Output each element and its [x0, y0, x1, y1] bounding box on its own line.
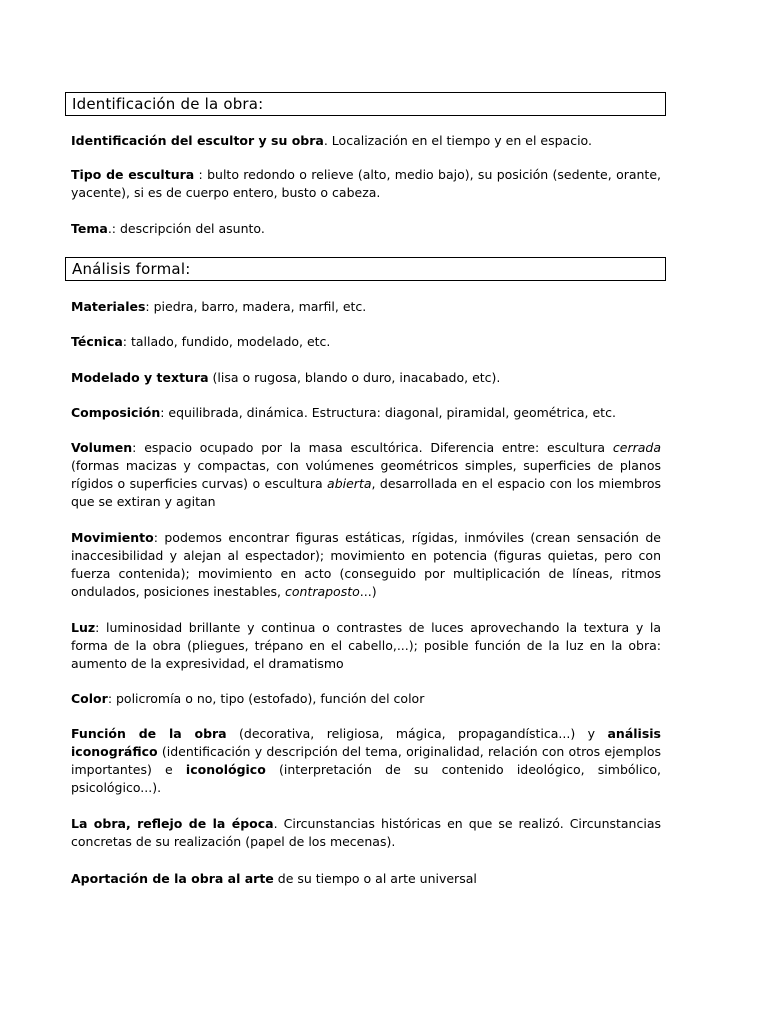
bold-label: Función de la obra [71, 726, 227, 741]
bold-label: Tipo de escultura [71, 167, 195, 182]
paragraph-composicion [71, 404, 661, 422]
bold-label: Aportación de la obra al arte [71, 871, 274, 886]
paragraph-tema [71, 220, 661, 238]
paragraph-text: (decorativa, religiosa, mágica, propagandística...) y [226, 726, 608, 741]
paragraph-text: : policromía o no, tipo (estofado), función del color [107, 691, 425, 706]
paragraph-color [71, 690, 661, 708]
bold-label: Tema [71, 221, 108, 236]
paragraph-volumen [71, 439, 661, 511]
paragraph-tecnica [71, 333, 661, 351]
paragraph-text: ...) [359, 584, 377, 599]
paragraph-funcion-obra [71, 725, 661, 797]
paragraph-text: : piedra, barro, madera, marfil, etc. [145, 299, 367, 314]
paragraph-text: : bulto redondo o relieve (alto, medio bajo), su posición (sedente, orante, yacente), si es de cuerpo entero, busto o cabeza. [71, 167, 661, 200]
paragraph-text: : tallado, fundido, modelado, etc. [122, 334, 331, 349]
section-heading-analisis-formal: Análisis formal: [65, 257, 666, 281]
paragraph-text: , desarrollada en el espacio con los miembros que se extiran y agitan [71, 476, 661, 509]
italic-term: abierta [327, 476, 372, 491]
paragraph-text: (interpretación de su contenido ideológico, simbólico, psicológico...). [71, 762, 661, 795]
bold-label: análisis iconográfico [71, 726, 661, 759]
bold-label: Identificación del escultor y su obra [71, 133, 324, 148]
paragraph-text: . Localización en el tiempo y en el espacio. [323, 133, 592, 148]
bold-label: Volumen [71, 440, 133, 455]
paragraph-text: .: descripción del asunto. [107, 221, 265, 236]
bold-label: iconológico [185, 762, 266, 777]
section-heading-identificacion: Identificación de la obra: [65, 92, 666, 116]
paragraph-tipo-escultura [71, 166, 661, 202]
paragraph-materiales [71, 298, 661, 316]
bold-label: Color [71, 691, 108, 706]
paragraph-text: de su tiempo o al arte universal [273, 871, 477, 886]
bold-label: La obra, reflejo de la época [71, 816, 274, 831]
paragraph-text: : podemos encontrar figuras estáticas, rígidas, inmóviles (crean sensación de inaccesibilidad y alejan al espectador); movimiento en potencia (figuras quietas, pero con fuerza contenida); movimiento en acto (conseguido por multiplicación de líneas, ritmos ondulados, posiciones inestables, [71, 530, 661, 599]
paragraph-movimiento [71, 529, 661, 601]
paragraph-text: (formas macizas y compactas, con volúmenes geométricos simples, superficies de planos rígidos o superficies curvas) o escultura [71, 458, 661, 491]
paragraph-text: (lisa o rugosa, blando o duro, inacabado, etc). [208, 370, 501, 385]
paragraph-text: (identificación y descripción del tema, originalidad, relación con otros ejemplos importantes) e [71, 744, 661, 777]
italic-term: cerrada [612, 440, 661, 455]
paragraph-luz [71, 619, 661, 673]
bold-label: Técnica [71, 334, 123, 349]
paragraph-aportacion [71, 870, 661, 888]
paragraph-reflejo-epoca [71, 815, 661, 851]
paragraph-text: : equilibrada, dinámica. Estructura: diagonal, piramidal, geométrica, etc. [160, 405, 616, 420]
bold-label: Movimiento [71, 530, 154, 545]
paragraph-identificacion-escultor [71, 132, 661, 150]
bold-label: Composición [71, 405, 161, 420]
paragraph-text: : luminosidad brillante y continua o contrastes de luces aprovechando la textura y la forma de la obra (pliegues, trépano en el cabello,...); posible función de la luz en la obra: aumento de la expresividad, el dramatismo [71, 620, 661, 671]
bold-label: Modelado y textura [71, 370, 209, 385]
paragraph-text: : espacio ocupado por la masa escultórica. Diferencia entre: escultura [132, 440, 613, 455]
italic-term: contraposto [284, 584, 360, 599]
bold-label: Materiales [71, 299, 146, 314]
paragraph-text: . Circunstancias históricas en que se realizó. Circunstancias concretas de su realización (papel de los mecenas). [71, 816, 661, 849]
paragraph-modelado-textura [71, 369, 661, 387]
bold-label: Luz [71, 620, 96, 635]
